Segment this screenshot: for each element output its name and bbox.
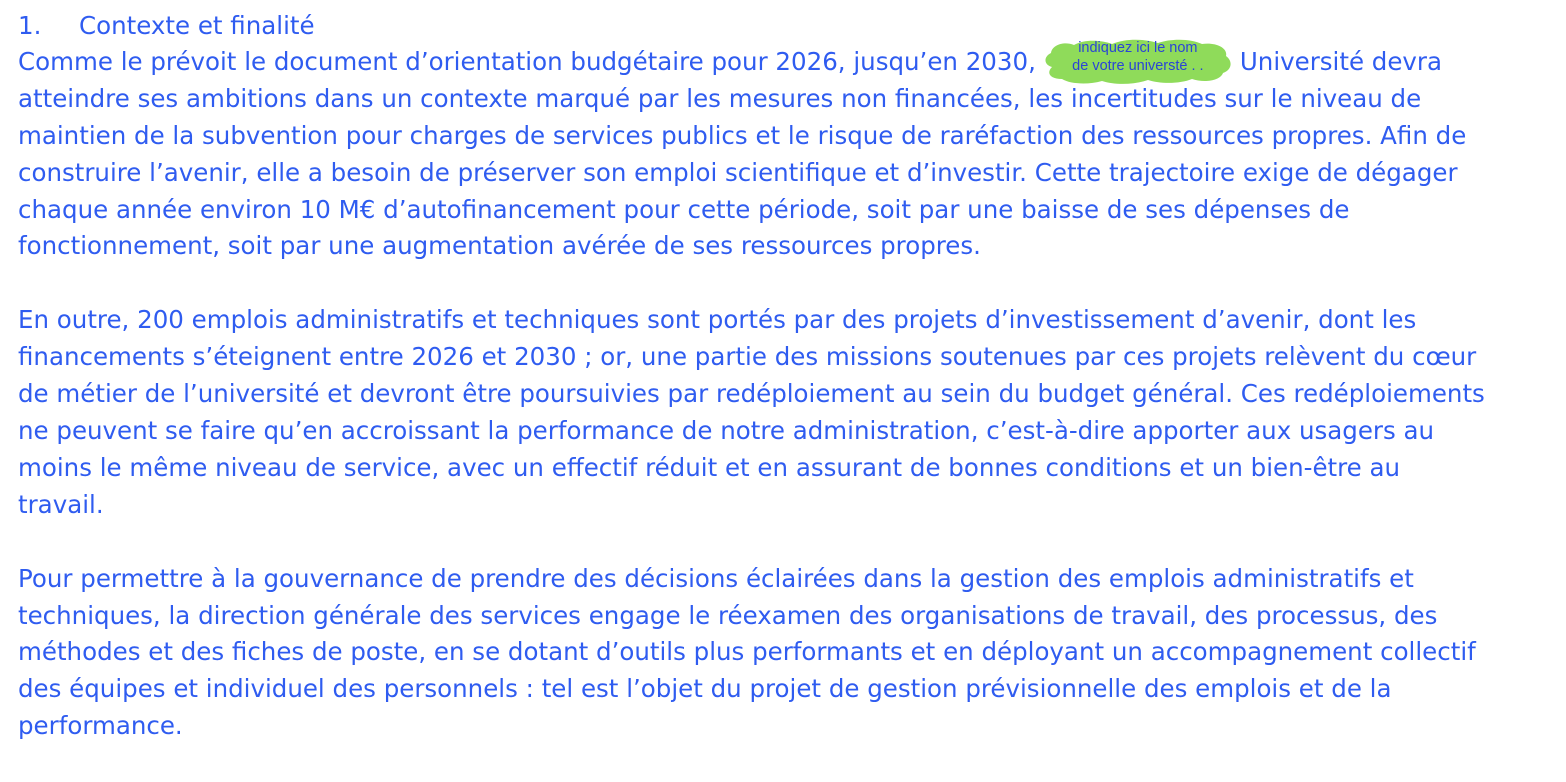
- paragraph-line: des équipes et individuel des personnels : tel est l’objet du projet de gestion prévisionnelle des emplois et de la: [18, 674, 1392, 704]
- paragraph-line: ne peuvent se faire qu’en accroissant la performance de notre administration, c’est-à-dire apporter aux usagers au: [18, 416, 1435, 446]
- paragraph-line: de métier de l’université et devront être poursuivies par redéploiement au sein du budget général. Ces redéploiements: [18, 379, 1485, 409]
- paragraph-line: fonctionnement, soit par une augmentation avérée de ses ressources propres.: [18, 231, 981, 261]
- paragraph-line: travail.: [18, 489, 104, 519]
- placeholder-text: [1042, 39, 1234, 75]
- line-text-continued: Université devra: [1239, 47, 1443, 76]
- paragraph-line: maintien de la subvention pour charges de services publics et le risque de raréfaction des ressources propres. Afin de: [18, 120, 1467, 150]
- section-heading: [18, 8, 1558, 44]
- line-text: Comme le prévoit le document d’orientation budgétaire pour 2026, jusqu’en 2030,: [18, 47, 1036, 76]
- placeholder-line-2: de votre universté . .: [1072, 58, 1204, 74]
- section-title: Contexte et finalité: [79, 11, 315, 40]
- paragraph-line: moins le même niveau de service, avec un effectif réduit et en assurant de bonnes conditions et un bien-être au: [18, 452, 1401, 482]
- paragraph-context: [18, 40, 1558, 265]
- paragraph-line: atteindre ses ambitions dans un contexte marqué par les mesures non financées, les incertitudes sur le niveau de: [18, 83, 1422, 113]
- paragraph-line: construire l’avenir, elle a besoin de préserver son emploi scientifique et d’investir. Cette trajectoire exige de dégager: [18, 157, 1458, 187]
- paragraph-line: techniques, la direction générale des services engage le réexamen des organisations de travail, des processus, des: [18, 600, 1438, 630]
- paragraph-line: méthodes et des fiches de poste, en se dotant d’outils plus performants et en déployant un accompagnement collectif: [18, 637, 1476, 667]
- paragraph-line: financements s’éteignent entre 2026 et 2030 ; or, une partie des missions soutenues par ces projets relèvent du cœur: [18, 342, 1477, 372]
- paragraph-line: En outre, 200 emplois administratifs et techniques sont portés par des projets d’investissement d’avenir, dont les: [18, 305, 1417, 335]
- paragraph-governance: [18, 561, 1558, 745]
- paragraph-line: chaque année environ 10 M€ d’autofinancement pour cette période, soit par une baisse de ses dépenses de: [18, 194, 1350, 224]
- university-name-placeholder[interactable]: [1042, 40, 1234, 76]
- section-number: 1.: [18, 11, 42, 40]
- paragraph-line: [18, 40, 1558, 81]
- paragraph-line: performance.: [18, 711, 183, 741]
- paragraph-jobs: [18, 302, 1558, 523]
- document-body: [18, 8, 1558, 782]
- paragraph-line: Pour permettre à la gouvernance de prendre des décisions éclairées dans la gestion des emplois administratifs et: [18, 563, 1414, 593]
- placeholder-line-1: indiquez ici le nom: [1078, 40, 1198, 56]
